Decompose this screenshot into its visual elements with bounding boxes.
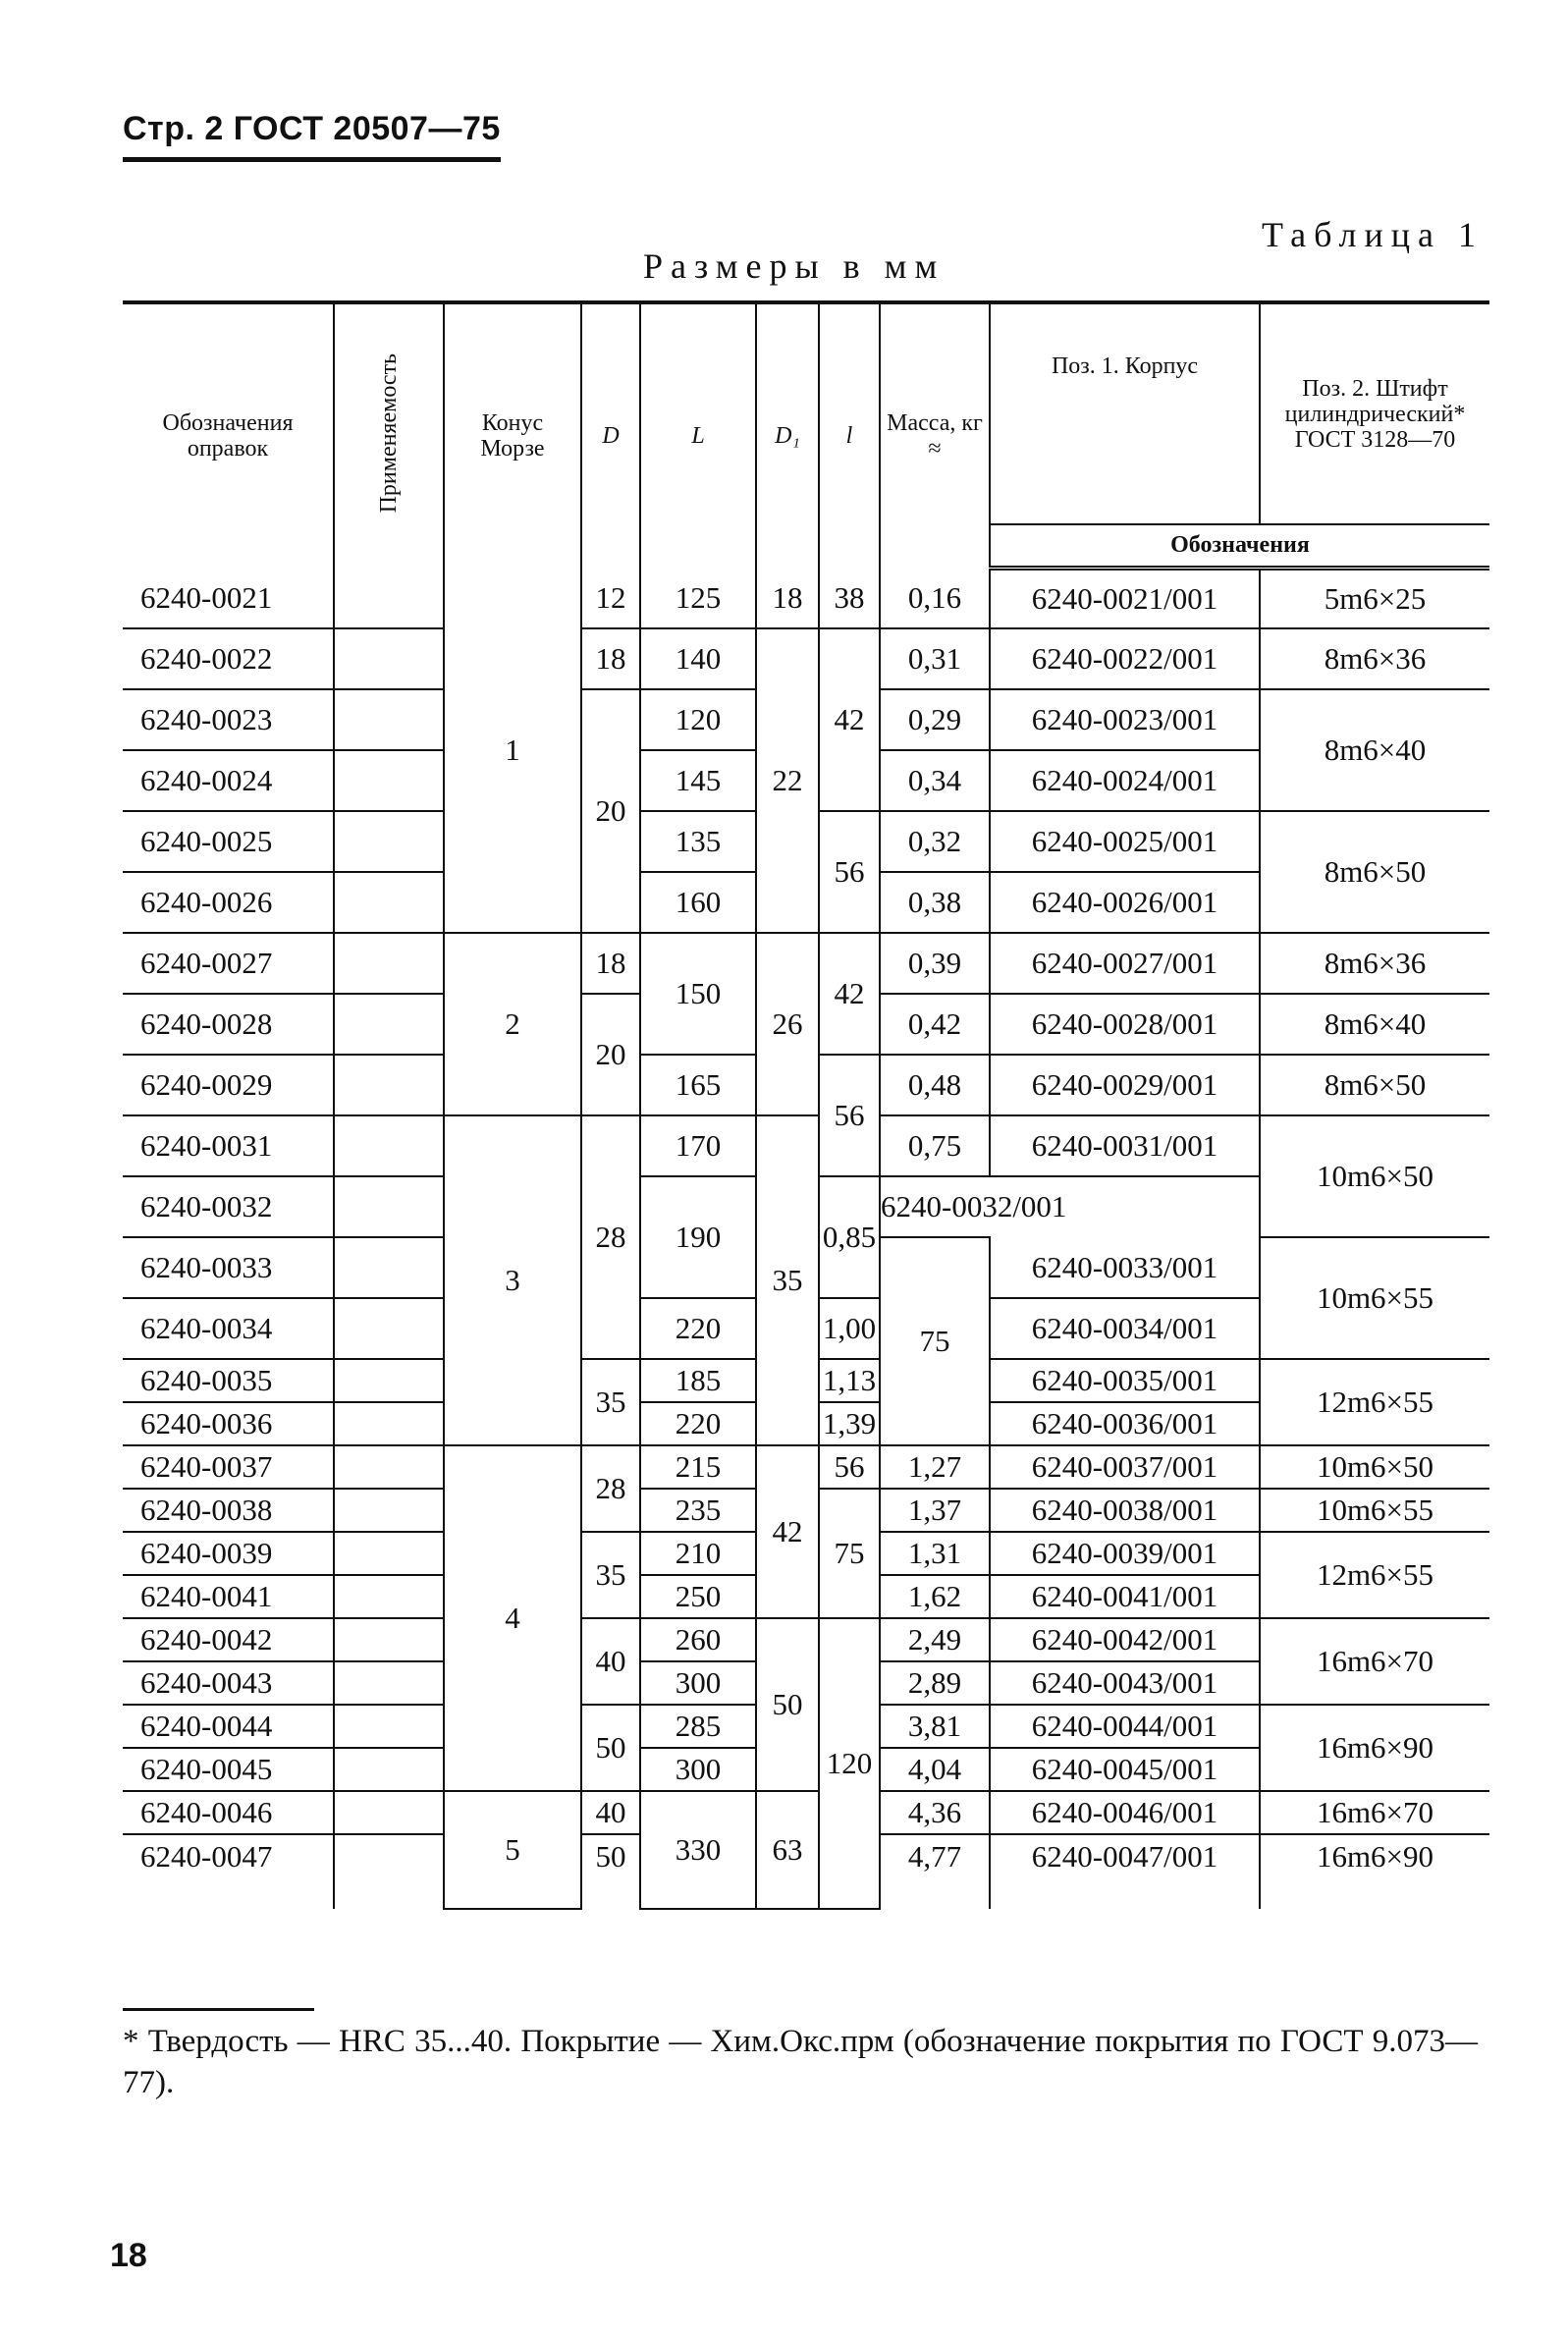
applicability-cell (334, 1834, 444, 1909)
body-designation-cell: 6240-0028/001 (990, 994, 1260, 1055)
body-designation-cell: 6240-0038/001 (990, 1489, 1260, 1532)
applicability-cell (334, 689, 444, 750)
page-number: 18 (110, 2237, 147, 2274)
applicability-cell (334, 1176, 444, 1237)
pin-designation-cell: 16m6×90 (1260, 1705, 1489, 1791)
mass-cell: 1,13 (819, 1359, 880, 1402)
morse-cell: 1 (444, 568, 581, 933)
l-small-cell: 42 (819, 628, 880, 811)
l-length-cell: 140 (640, 628, 756, 689)
morse-cell: 2 (444, 933, 581, 1115)
mass-cell: 0,39 (880, 933, 990, 994)
designation-cell: 6240-0046 (123, 1791, 334, 1834)
applicability-cell (334, 1618, 444, 1661)
d1-cell: 63 (756, 1791, 819, 1909)
designation-cell: 6240-0033 (123, 1237, 334, 1298)
mandrel-dimensions-table (123, 300, 1489, 1910)
l-length-cell: 300 (640, 1748, 756, 1791)
pin-designation-cell: 10m6×50 (1260, 1115, 1489, 1237)
d1-cell: 35 (756, 1115, 819, 1445)
body-designation-cell: 6240-0047/001 (990, 1834, 1260, 1909)
designation-cell: 6240-0029 (123, 1055, 334, 1115)
l-length-cell: 185 (640, 1359, 756, 1402)
pin-designation-cell: 10m6×55 (1260, 1489, 1489, 1532)
header-l-small: l (819, 302, 880, 568)
designation-cell: 6240-0038 (123, 1489, 334, 1532)
body-designation-cell: 6240-0022/001 (990, 628, 1260, 689)
pin-designation-cell: 8m6×50 (1260, 811, 1489, 933)
l-small-cell: 38 (819, 568, 880, 628)
mass-cell: 0,16 (880, 568, 990, 628)
designation-cell: 6240-0041 (123, 1575, 334, 1618)
pin-designation-cell: 8m6×50 (1260, 1055, 1489, 1115)
header-applicability: Применяемость (334, 302, 444, 568)
applicability-cell (334, 933, 444, 994)
pin-designation-cell: 8m6×40 (1260, 689, 1489, 811)
pin-designation-cell: 8m6×40 (1260, 994, 1489, 1055)
pin-designation-cell: 12m6×55 (1260, 1532, 1489, 1618)
l-small-cell: 42 (819, 933, 880, 1055)
d-cell: 50 (581, 1834, 640, 1909)
applicability-cell (334, 994, 444, 1055)
designation-cell: 6240-0021 (123, 568, 334, 628)
mass-cell: 4,36 (880, 1791, 990, 1834)
body-designation-cell: 6240-0029/001 (990, 1055, 1260, 1115)
body-designation-cell: 6240-0042/001 (990, 1618, 1260, 1661)
designation-cell: 6240-0031 (123, 1115, 334, 1176)
l-length-cell: 170 (640, 1115, 756, 1176)
body-designation-cell: 6240-0044/001 (990, 1705, 1260, 1748)
morse-cell: 3 (444, 1115, 581, 1445)
applicability-cell (334, 1575, 444, 1618)
d-cell: 35 (581, 1359, 640, 1445)
designation-cell: 6240-0035 (123, 1359, 334, 1402)
applicability-cell (334, 1661, 444, 1705)
mass-cell: 1,27 (880, 1445, 990, 1489)
l-length-cell: 285 (640, 1705, 756, 1748)
mass-cell: 1,31 (880, 1532, 990, 1575)
pin-designation-cell: 10m6×55 (1260, 1237, 1489, 1359)
header-underline (123, 157, 501, 162)
body-designation-cell: 6240-0041/001 (990, 1575, 1260, 1618)
applicability-cell (334, 1445, 444, 1489)
pin-designation-cell: 8m6×36 (1260, 933, 1489, 994)
applicability-cell (334, 1115, 444, 1176)
pin-designation-cell: 12m6×55 (1260, 1359, 1489, 1445)
d1-cell: 42 (756, 1445, 819, 1618)
l-length-cell: 190 (640, 1176, 756, 1298)
mass-cell: 2,49 (880, 1618, 990, 1661)
l-length-cell: 150 (640, 933, 756, 1055)
body-designation-cell: 6240-0027/001 (990, 933, 1260, 994)
designation-cell: 6240-0037 (123, 1445, 334, 1489)
footnote: * Твердость — HRC 35...40. Покрытие — Хим.Окс.прм (обозначение покрытия по ГОСТ 9.073—77). (123, 2024, 1478, 2100)
body-designation-cell: 6240-0035/001 (990, 1359, 1260, 1402)
d-cell: 12 (581, 568, 640, 628)
l-length-cell: 220 (640, 1298, 756, 1359)
body-designation-cell: 6240-0043/001 (990, 1661, 1260, 1705)
mass-cell: 0,85 (819, 1176, 880, 1298)
applicability-cell (334, 1359, 444, 1402)
mass-cell: 0,31 (880, 628, 990, 689)
applicability-cell (334, 1298, 444, 1359)
l-small-cell: 75 (880, 1237, 990, 1445)
body-designation-cell: 6240-0034/001 (990, 1298, 1260, 1359)
l-length-cell: 235 (640, 1489, 756, 1532)
designation-cell: 6240-0025 (123, 811, 334, 872)
designation-cell: 6240-0032 (123, 1176, 334, 1237)
body-designation-cell: 6240-0036/001 (990, 1402, 1260, 1445)
l-length-cell: 210 (640, 1532, 756, 1575)
body-designation-cell: 6240-0026/001 (990, 872, 1260, 933)
l-length-cell: 260 (640, 1618, 756, 1661)
header-pos1-body: Поз. 1. Корпус (990, 302, 1260, 524)
applicability-cell (334, 1237, 444, 1298)
body-designation-cell: 6240-0021/001 (990, 568, 1260, 628)
applicability-cell (334, 1532, 444, 1575)
applicability-cell (334, 1402, 444, 1445)
applicability-cell (334, 811, 444, 872)
l-length-cell: 120 (640, 689, 756, 750)
header-pos2-pin: Поз. 2. Штифт цилиндрический* ГОСТ 3128—70 (1260, 302, 1489, 524)
body-designation-cell: 6240-0032/001 (880, 1176, 990, 1237)
pin-designation-cell: 16m6×70 (1260, 1791, 1489, 1834)
mass-cell: 3,81 (880, 1705, 990, 1748)
applicability-cell (334, 1791, 444, 1834)
designation-cell: 6240-0023 (123, 689, 334, 750)
page-header-title: Стр. 2 ГОСТ 20507—75 (123, 110, 501, 147)
body-designation-cell: 6240-0025/001 (990, 811, 1260, 872)
table-caption: Таблица 1 (1262, 215, 1484, 254)
designation-cell: 6240-0045 (123, 1748, 334, 1791)
pin-designation-cell: 8m6×36 (1260, 628, 1489, 689)
header-d1: D₁ (756, 302, 819, 568)
d-cell: 40 (581, 1618, 640, 1705)
designation-cell: 6240-0022 (123, 628, 334, 689)
d-cell: 28 (581, 1115, 640, 1359)
l-length-cell: 135 (640, 811, 756, 872)
designation-cell: 6240-0036 (123, 1402, 334, 1445)
d-cell: 35 (581, 1532, 640, 1618)
l-small-cell: 75 (819, 1489, 880, 1618)
mass-cell: 0,38 (880, 872, 990, 933)
applicability-cell (334, 1489, 444, 1532)
body-designation-cell: 6240-0031/001 (990, 1115, 1260, 1176)
applicability-cell (334, 628, 444, 689)
pin-designation-cell: 10m6×50 (1260, 1445, 1489, 1489)
designation-cell: 6240-0044 (123, 1705, 334, 1748)
d-cell: 40 (581, 1791, 640, 1834)
l-length-cell: 300 (640, 1661, 756, 1705)
applicability-cell (334, 750, 444, 811)
d-cell: 20 (581, 994, 640, 1115)
header-mass: Масса, кг ≈ (880, 302, 990, 568)
applicability-cell (334, 872, 444, 933)
d-cell: 50 (581, 1705, 640, 1791)
header-designations: Обозначения (990, 524, 1489, 568)
pin-designation-cell: 16m6×70 (1260, 1618, 1489, 1705)
header-morse-taper: Конус Морзе (444, 302, 581, 568)
mass-cell: 0,42 (880, 994, 990, 1055)
designation-cell: 6240-0024 (123, 750, 334, 811)
body-designation-cell: 6240-0023/001 (990, 689, 1260, 750)
l-length-cell: 165 (640, 1055, 756, 1115)
mass-cell: 0,29 (880, 689, 990, 750)
body-designation-cell: 6240-0024/001 (990, 750, 1260, 811)
mass-cell: 0,48 (880, 1055, 990, 1115)
mass-cell: 0,32 (880, 811, 990, 872)
designation-cell: 6240-0026 (123, 872, 334, 933)
mass-cell: 4,77 (880, 1834, 990, 1909)
l-small-cell: 56 (819, 811, 880, 933)
applicability-cell (334, 1748, 444, 1791)
designation-cell: 6240-0039 (123, 1532, 334, 1575)
d1-cell: 18 (756, 568, 819, 628)
l-length-cell: 145 (640, 750, 756, 811)
morse-cell: 5 (444, 1791, 581, 1909)
l-length-cell: 125 (640, 568, 756, 628)
header-designation: Обозначения оправок (123, 302, 334, 568)
l-length-cell: 330 (640, 1791, 756, 1909)
applicability-cell (334, 1055, 444, 1115)
morse-cell: 4 (444, 1445, 581, 1791)
mass-cell: 1,39 (819, 1402, 880, 1445)
l-small-cell: 56 (819, 1445, 880, 1489)
d-cell: 20 (581, 689, 640, 933)
designation-cell: 6240-0034 (123, 1298, 334, 1359)
applicability-cell (334, 1705, 444, 1748)
d1-cell: 50 (756, 1618, 819, 1791)
mass-cell: 2,89 (880, 1661, 990, 1705)
pin-designation-cell: 16m6×90 (1260, 1834, 1489, 1909)
l-length-cell: 250 (640, 1575, 756, 1618)
designation-cell: 6240-0042 (123, 1618, 334, 1661)
l-length-cell: 160 (640, 872, 756, 933)
l-small-cell: 56 (819, 1055, 880, 1176)
body-designation-cell: 6240-0039/001 (990, 1532, 1260, 1575)
d-cell: 18 (581, 628, 640, 689)
l-length-cell: 220 (640, 1402, 756, 1445)
mass-cell: 4,04 (880, 1748, 990, 1791)
d1-cell: 26 (756, 933, 819, 1115)
designation-cell: 6240-0027 (123, 933, 334, 994)
body-designation-cell: 6240-0046/001 (990, 1791, 1260, 1834)
mass-cell: 1,37 (880, 1489, 990, 1532)
mass-cell: 0,75 (880, 1115, 990, 1176)
pin-designation-cell: 5m6×25 (1260, 568, 1489, 628)
body-designation-cell: 6240-0033/001 (990, 1237, 1260, 1298)
table-units: Размеры в мм (643, 246, 946, 286)
body-designation-cell: 6240-0045/001 (990, 1748, 1260, 1791)
l-length-cell: 215 (640, 1445, 756, 1489)
d1-cell: 22 (756, 628, 819, 933)
footnote-divider (123, 2008, 314, 2011)
applicability-cell (334, 568, 444, 628)
l-small-cell: 120 (819, 1618, 880, 1909)
designation-cell: 6240-0028 (123, 994, 334, 1055)
designation-cell: 6240-0047 (140, 1839, 273, 1874)
mass-cell: 1,62 (880, 1575, 990, 1618)
mass-cell: 0,34 (880, 750, 990, 811)
header-l-length: L (640, 302, 756, 568)
designation-cell: 6240-0043 (123, 1661, 334, 1705)
body-designation-cell: 6240-0037/001 (990, 1445, 1260, 1489)
d-cell: 18 (581, 933, 640, 994)
mass-cell: 1,00 (819, 1298, 880, 1359)
header-d: D (581, 302, 640, 568)
d-cell: 28 (581, 1445, 640, 1532)
